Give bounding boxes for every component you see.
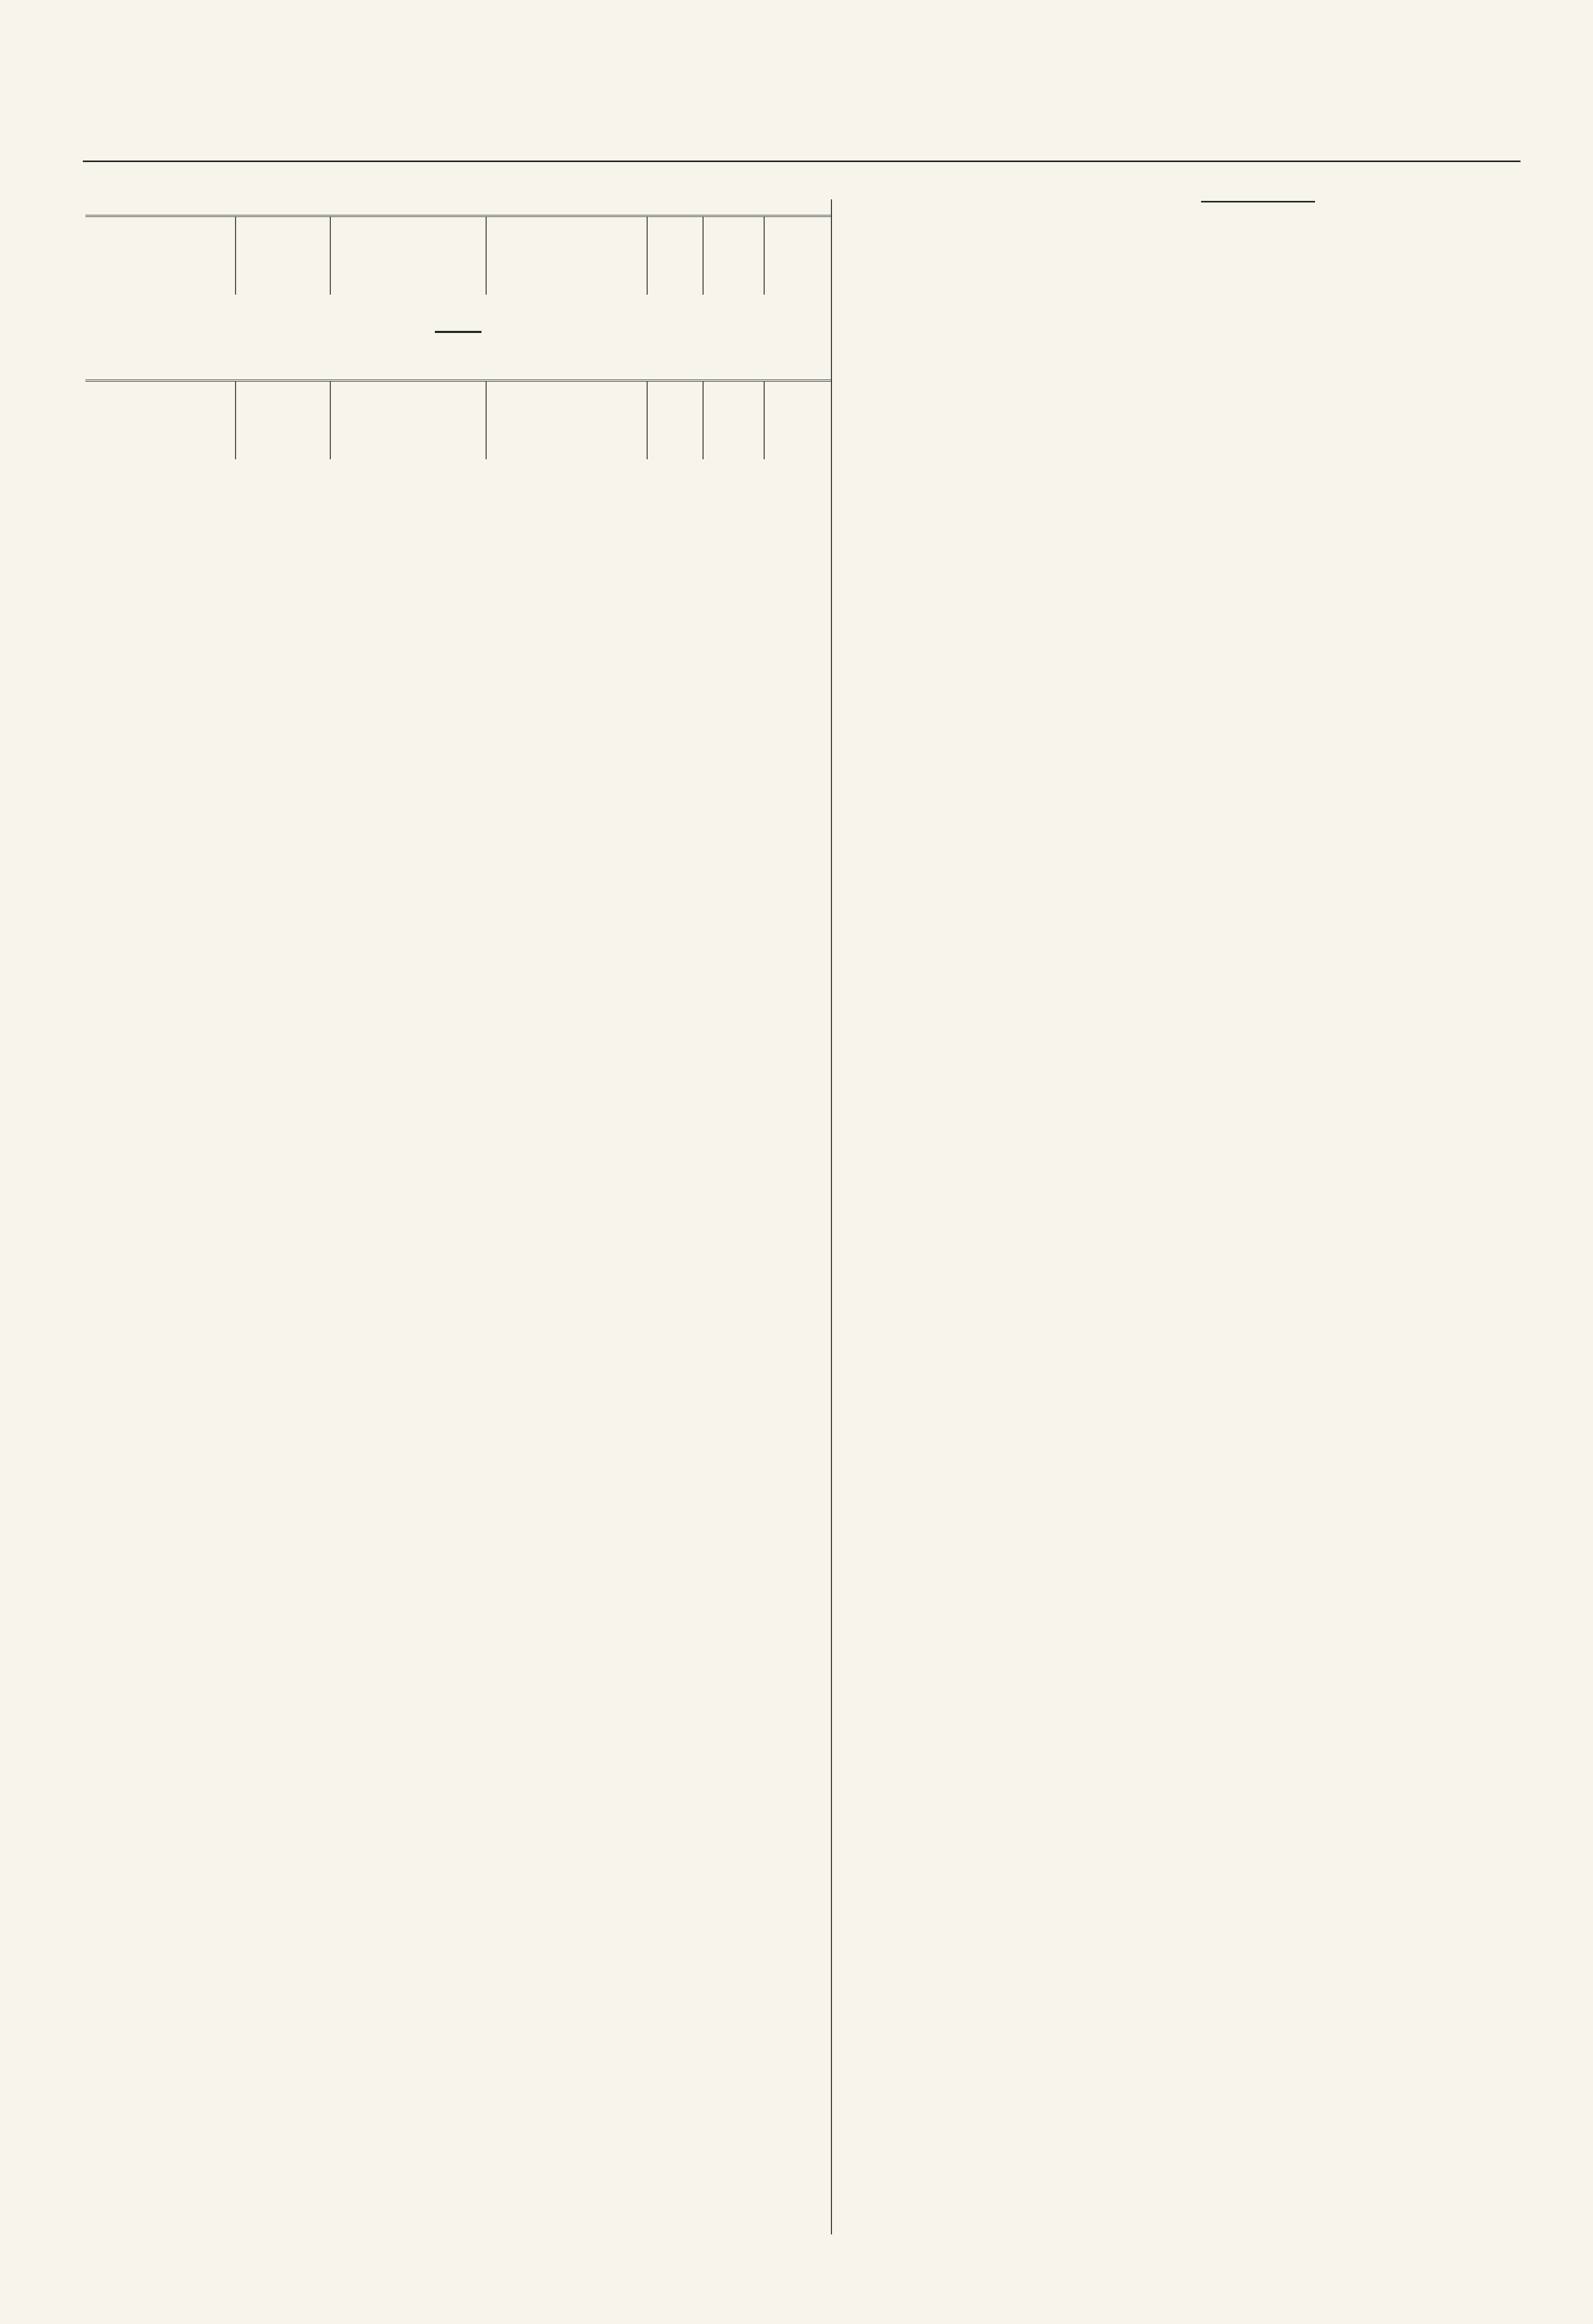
group-header-blank [764, 216, 831, 295]
pupil-teachers-table [85, 215, 831, 295]
section-separator [435, 331, 481, 333]
left-column [85, 199, 831, 480]
group-header-blank [703, 381, 764, 459]
group-header-blank [764, 381, 831, 459]
group-header [330, 381, 486, 459]
grade-header [85, 381, 236, 459]
total-rule [1201, 201, 1315, 202]
group-header [330, 216, 486, 295]
group-header-blank [647, 381, 703, 459]
group-header [486, 381, 648, 459]
group-header-blank [703, 216, 764, 295]
right-column [839, 192, 1563, 223]
group-header-blank [647, 216, 703, 295]
column-divider [831, 199, 832, 2234]
session-header [85, 216, 236, 295]
group-header [236, 216, 330, 295]
header-rule [83, 161, 1521, 162]
group-header [236, 381, 330, 459]
group-header [486, 216, 648, 295]
running-header [83, 114, 1521, 150]
diplomas-table [85, 380, 831, 459]
